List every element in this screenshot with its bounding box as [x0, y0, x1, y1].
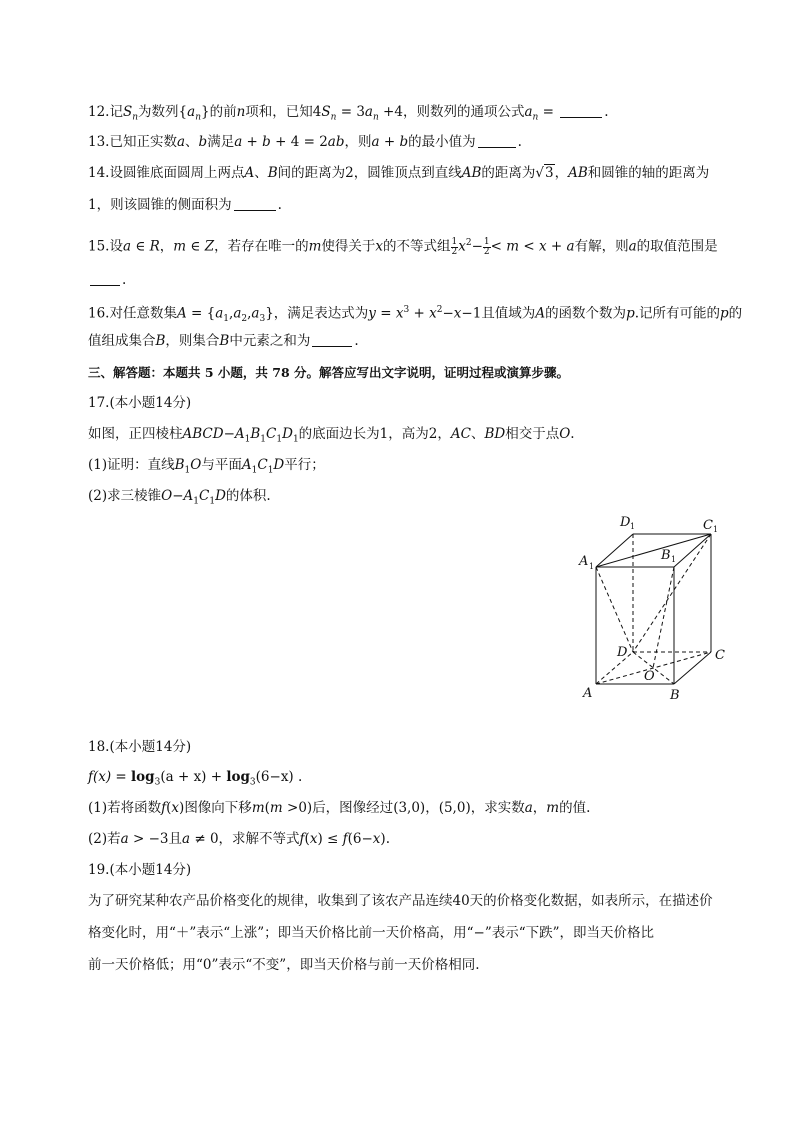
label-c1: C: [703, 518, 713, 533]
question-14-line-2: 1，则该圆锥的侧面积为 .: [88, 197, 282, 213]
answer-blank[interactable]: [478, 133, 516, 148]
label-a1: A: [579, 554, 589, 569]
prism-figure: [578, 512, 728, 707]
question-17-part-1: (1)证明：直线$B_1O$与平面$A_1C_1D$平行；: [88, 457, 325, 476]
answer-blank[interactable]: [90, 271, 120, 286]
question-19-line-2: 格变化时，用“＋”表示“上涨”；即当天价格比前一天价格高，用“−”表示“下跌”，即当天价格比: [88, 925, 655, 941]
svg-text:1: 1: [713, 525, 719, 534]
question-19-line-3: 前一天价格低；用“0”表示“不变”，即当天价格与前一天价格相同.: [88, 957, 480, 973]
question-19-line-1: 为了研究某种农产品价格变化的规律，收集到了该农产品连续40天的价格变化数据，如表所示，在描述价: [88, 893, 713, 909]
svg-text:1: 1: [589, 562, 595, 571]
label-d: D: [617, 645, 628, 660]
question-16: 16.对任意数集$A = \{a_1,a_2,a_3\}$，满足表达式为$y = x^3 + x^2-x-1$且值域为A的函数个数为p.记所有可能的p的: [88, 305, 743, 325]
question-18-definition: $f(x) = \log_3(a + x) + \log_3(6-x)$ .: [88, 769, 303, 788]
answer-blank[interactable]: [560, 103, 602, 118]
question-13: 13.已知正实数a、b满足a + b + 4 = 2ab，则a + b的最小值为 .: [88, 134, 522, 150]
svg-text:1: 1: [671, 555, 677, 564]
question-14: 14.设圆锥底面圆周上两点A、B间的距离为2，圆锥顶点到直线AB的距离为√3，AB和圆锥的轴的距离为: [88, 165, 710, 181]
label-b1: B: [661, 548, 671, 563]
label-o: O: [644, 669, 655, 684]
question-19-header: 19.(本小题14分): [88, 862, 192, 878]
question-18-header: 18.(本小题14分): [88, 739, 192, 755]
question-15: 15.设a ∈ R，m ∈ Z，若存在唯一的m使得关于x的不等式组 $\frac{1}{2}$ $x^2-$ $\frac{1}{2}$ < m < x + a有解，则a的取值范围是: [88, 236, 718, 257]
section-3-heading: 三、解答题：本题共 5 小题，共 78 分。解答应写出文字说明，证明过程或演算步骤。: [88, 365, 570, 380]
question-17-header: 17.(本小题14分): [88, 395, 192, 411]
question-12: 12.记$S_n$为数列$\{a_n\}$的前n项和，已知$4S_n = 3a_n +4$，则数列的通项公式$a_n$ = .: [88, 104, 609, 123]
answer-blank[interactable]: [312, 332, 352, 347]
label-d1: D: [620, 515, 631, 530]
question-17: 如图，正四棱柱$ABCD-A_1B_1C_1D_1$的底面边长为1，高为2，AC、BD相交于点O.: [88, 426, 575, 445]
label-b: B: [670, 688, 680, 703]
question-15-line-2: .: [88, 270, 728, 290]
label-c: C: [715, 648, 725, 663]
question-17-part-2: (2)求三棱锥$O-A_1C_1D$的体积.: [88, 488, 271, 507]
label-a: A: [583, 686, 593, 701]
question-16-line-2: 值组成集合B，则集合B中元素之和为 .: [88, 333, 359, 349]
answer-blank[interactable]: [234, 196, 276, 211]
question-18-part-2: (2)若a > −3且a ≠ 0，求解不等式f(x) ≤ f(6−x).: [88, 831, 390, 847]
svg-text:1: 1: [630, 522, 636, 531]
question-18-part-1: (1)若将函数f(x)图像向下移m(m >0)后，图像经过(3,0)，(5,0)，求实数a，m的值.: [88, 800, 591, 816]
